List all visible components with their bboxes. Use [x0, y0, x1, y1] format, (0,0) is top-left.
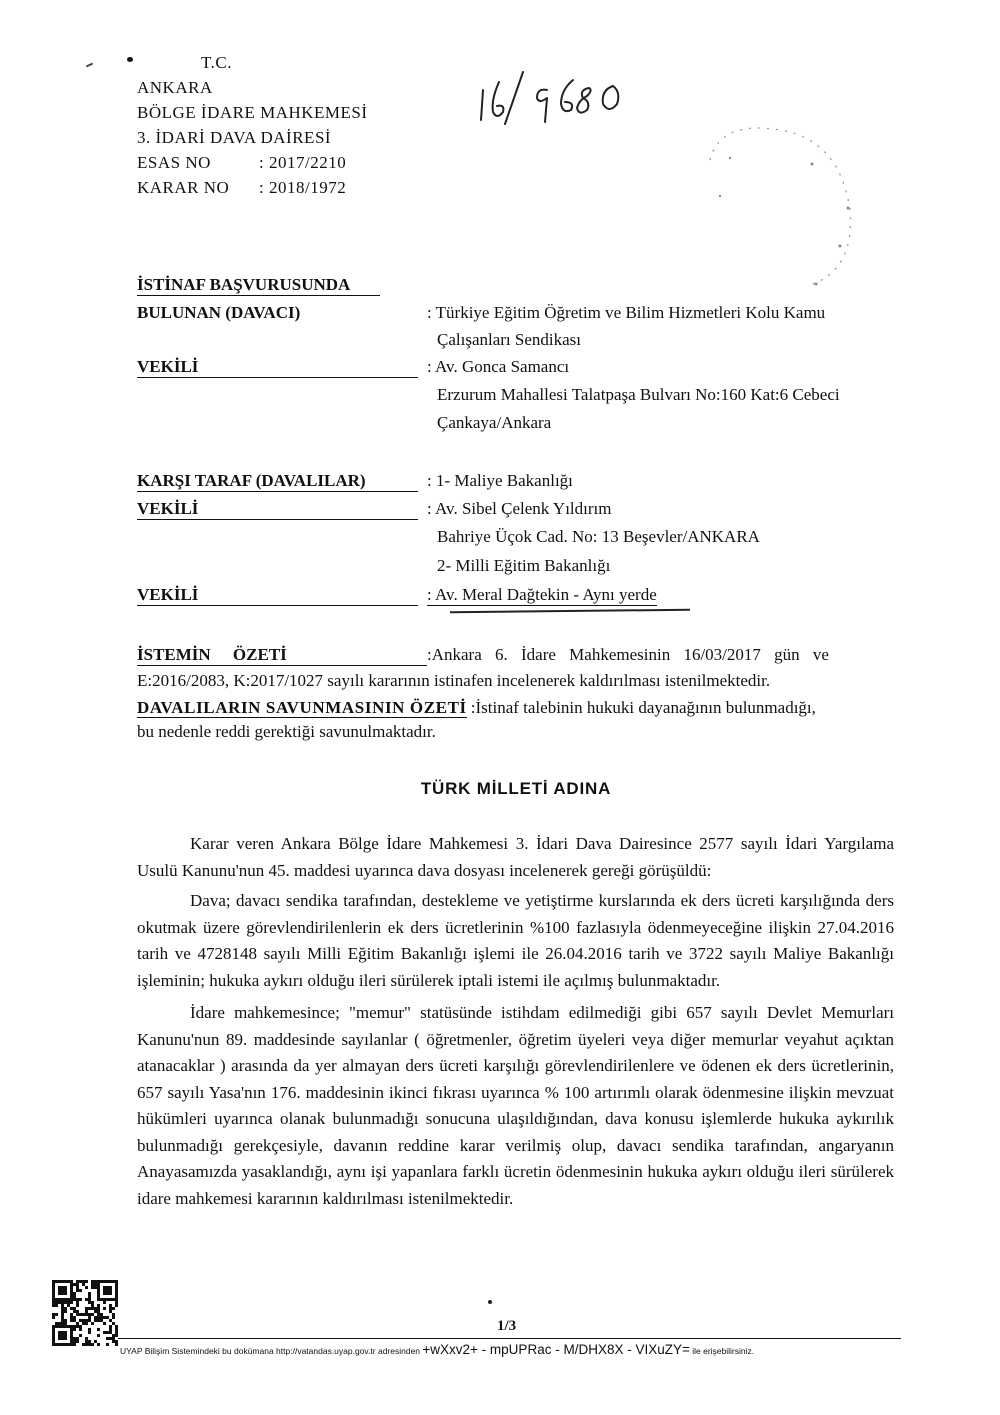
request-line-2: E:2016/2083, K:2017/1027 sayılı kararının istinafen incelenerek kaldırılması istenilmektedir.: [137, 671, 771, 690]
karar-value: : 2018/1972: [259, 178, 347, 197]
counsel-name: : Av. Gonca Samancı: [427, 357, 570, 376]
resp-counsel-1-label: VEKİLİ: [137, 499, 418, 520]
underline-stroke: [450, 609, 690, 613]
resp-counsel-2-name: : Av. Meral Dağtekin - Aynı yerde: [427, 585, 657, 604]
page-number: 1/3: [497, 1318, 517, 1334]
esas-label: ESAS NO: [137, 153, 211, 172]
applicant-line-1: : Türkiye Eğitim Öğretim ve Bilim Hizmetleri Kolu Kamu: [427, 303, 826, 322]
resp-counsel-2-label: VEKİLİ: [137, 585, 418, 606]
scan-mark-dot: [127, 57, 133, 62]
defense-line-2: bu nedenle reddi gerektiği savunulmaktadır.: [137, 722, 436, 741]
paragraph-1: Karar veren Ankara Bölge İdare Mahkemesi 3. İdari Dava Dairesince 2577 sayılı İdari Yargılama Usulü Kanunu'nun 45. maddesi uyarınca dava dosyası incelenerek gereği görüşüldü:: [137, 834, 894, 880]
resp-counsel-1-name: : Av. Sibel Çelenk Yıldırım: [427, 499, 612, 518]
header-block: [137, 52, 368, 199]
decision-body: [137, 831, 894, 1212]
city: ANKARA: [137, 78, 213, 97]
qr-code: [52, 1280, 118, 1346]
request-label: İSTEMİN ÖZETİ: [137, 645, 427, 666]
counsel-label: VEKİLİ: [137, 357, 418, 378]
esas-value: : 2017/2210: [259, 153, 347, 172]
counsel-address-1: Erzurum Mahallesi Talatpaşa Bulvarı No:160 Kat:6 Cebeci: [437, 385, 840, 404]
applicant-label-1: İSTİNAF BAŞVURUSUNDA: [137, 275, 380, 296]
respondent-1: : 1- Maliye Bakanlığı: [427, 471, 573, 490]
request-row: [137, 645, 894, 666]
resp-counsel-1-address: Bahriye Üçok Cad. No: 13 Beşevler/ANKARA: [437, 527, 760, 546]
paragraph-3: İdare mahkemesince; "memur" statüsünde istihdam edilmediği gibi 657 sayılı Devlet Memurları Kanunu'nun 89. maddesinde sayılanlar ( öğretmenler, öğretim üyeleri veya diğer memurlar veyahut açıktan atanacaklar ) arasında da yer almayan ders ücreti karşılığı görevlendirilenlere ve ödenen ek ders ücretlerinin, 657 sayılı Yasa'nın 176. maddesinin ikinci fıkrası uyarınca % 100 artırımlı olarak ödenmesine ilişkin mevzuat hükümleri uyarınca olanak bulunmadığı sonucuna ulaşıldığından, dava konusu işlemlerde hukuka aykırılık bulunmadığı gerekçesiyle, davanın reddine karar verilmiş olup, davacı sendika tarafından, angaryanın Anayasamızda yasaklandığı, aynı işi yapanlara farklı ücretin ödenmesinin hukuka aykırı olduğu ileri sürülerek idare mahkemesi kararının kaldırılması istenilmektedir.: [137, 1003, 894, 1208]
respondents-label: KARŞI TARAF (DAVALILAR): [137, 471, 418, 492]
defense-line-1: :İstinaf talebinin hukuki dayanağının bulunmadığı,: [470, 698, 816, 717]
country: T.C.: [201, 53, 232, 72]
stamp-residue: [690, 100, 870, 300]
karar-label: KARAR NO: [137, 178, 230, 197]
applicant-line-2: Çalışanları Sendikası: [437, 330, 582, 349]
defense-row: [137, 698, 816, 718]
respondent-2: 2- Milli Eğitim Bakanlığı: [437, 556, 611, 575]
footer-note: [120, 1342, 754, 1357]
footer-note-prefix: UYAP Bilişim Sistemindeki bu dokümana http://vatandas.uyap.gov.tr adresinden: [120, 1346, 421, 1356]
chamber-name: 3. İDARİ DAVA DAİRESİ: [137, 128, 332, 147]
decision-heading: TÜRK MİLLETİ ADINA: [420, 779, 612, 798]
footer-rule: [118, 1338, 901, 1339]
karar-row: [137, 177, 368, 199]
verification-code: +wXxv2+ - mpUPRac - M/DHX8X - VIXuZY=: [422, 1342, 690, 1357]
footer-note-suffix: ile erişebilirsiniz.: [692, 1346, 755, 1356]
counsel-address-2: Çankaya/Ankara: [437, 413, 552, 432]
request-line-1: :Ankara 6. İdare Mahkemesinin 16/03/2017 gün ve: [427, 645, 829, 664]
defense-label: DAVALILARIN SAVUNMASININ ÖZETİ: [137, 698, 467, 717]
court-name: BÖLGE İDARE MAHKEMESİ: [137, 103, 368, 122]
paragraph-2: Dava; davacı sendika tarafından, destekleme ve yetiştirme kurslarında ek ders ücreti karşılığında ders okutmak üzere görevlendirilenlerin ek ders ücretlerinin %100 fazlasıyla ödenmeyeceğine ilişkin 27.04.2016 tarih ve 4728148 sayılı Milli Eğitim Bakanlığı işlemi ile 26.04.2016 tarih ve 3722 sayılı Maliye Bakanlığı işleminin; hukuka aykırı olduğu ileri sürülerek iptali istemi ile açılmış bulunmaktadır.: [137, 891, 894, 990]
handwritten-note: [475, 68, 675, 128]
applicant-label-2: BULUNAN (DAVACI): [137, 303, 301, 322]
scan-mark-dash: [86, 63, 93, 68]
footer-dot: [488, 1300, 492, 1304]
esas-row: [137, 152, 368, 174]
